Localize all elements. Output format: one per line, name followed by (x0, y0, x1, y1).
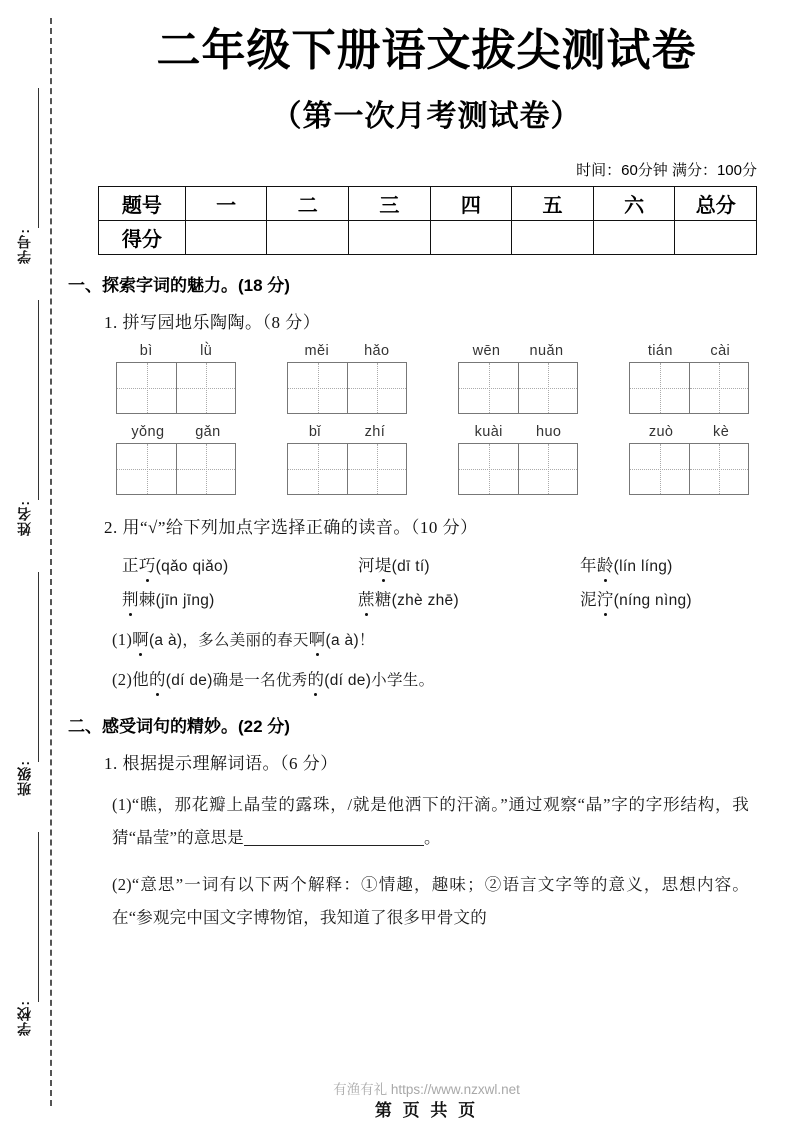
pinyin-options[interactable]: (zhè zhē) (391, 592, 459, 610)
pinyin-syllable: bǐ (308, 424, 321, 441)
section-2-heading: 二、感受词句的精妙。(22 分) (68, 717, 290, 737)
page-title: 二年级下册语文拔尖测试卷 (156, 26, 697, 75)
word-prefix: 河 (358, 556, 375, 576)
section-2-question-1: 1. 根据提示理解词语。（6 分） (104, 754, 338, 774)
section-1-question-1: 1. 拼写园地乐陶陶。（8 分） (104, 313, 321, 333)
watermark: 有渔有礼 https://www.nzxwl.net (333, 1082, 520, 1097)
score-cell-1[interactable] (185, 221, 267, 255)
tianzige-cell[interactable] (518, 444, 577, 494)
sentence-text: (dí de)确是一名优秀 (165, 672, 308, 690)
tianzige-unit (116, 424, 236, 495)
page-subtitle: （第一次月考测试卷） (271, 100, 582, 134)
binding-segment-2 (38, 300, 39, 500)
score-cell-2[interactable] (267, 221, 349, 255)
tianzige-cell[interactable] (459, 363, 518, 413)
footer-page-number: 第 页 共 页 (374, 1101, 479, 1120)
word-prefix: 正 (122, 556, 139, 576)
pinyin-syllable: huo (535, 424, 562, 441)
binding-segment-4 (38, 832, 39, 1002)
dotted-char: 巧 (138, 556, 156, 576)
score-cell-3[interactable] (349, 221, 431, 255)
pinyin-syllable: tián (647, 343, 673, 360)
tianzige-cell[interactable] (689, 444, 748, 494)
pinyin-choice-item[interactable] (580, 552, 793, 576)
dotted-char: 的 (307, 670, 325, 690)
tianzige-cell[interactable] (176, 363, 235, 413)
pinyin-syllable: kè (713, 424, 730, 441)
tianzige-unit (629, 424, 749, 495)
tianzige-cell[interactable] (117, 363, 176, 413)
score-table-wrap (60, 180, 793, 255)
field-student-name: 姓名: (16, 500, 32, 536)
pinyin-options[interactable]: (lín líng) (613, 558, 673, 576)
pinyin-sentence-2[interactable] (112, 666, 793, 690)
tianzige-row-2 (60, 424, 793, 495)
answer-blank[interactable] (244, 845, 424, 846)
dotted-char: 蔗 (358, 590, 375, 610)
tianzige-cell[interactable] (176, 444, 235, 494)
word-prefix: 年 (580, 556, 597, 576)
tianzige-box[interactable] (116, 362, 236, 414)
pinyin-syllable: yǒng (131, 424, 165, 441)
tianzige-unit (116, 343, 236, 414)
pinyin-label (116, 424, 236, 440)
pinyin-choice-item[interactable] (358, 586, 580, 610)
tianzige-cell[interactable] (689, 363, 748, 413)
pinyin-label (287, 424, 407, 440)
pinyin-syllable: zuò (648, 424, 674, 441)
score-table-col-2: 二 (267, 187, 349, 221)
score-table-col-6: 六 (593, 187, 675, 221)
exam-meta: 时间：60分钟 满分：100分 (576, 162, 757, 180)
tianzige-box[interactable] (629, 362, 749, 414)
score-table-row-label-question: 题号 (99, 187, 186, 221)
field-student-id: 学号: (16, 228, 32, 264)
dashed-fold-line (50, 18, 52, 1106)
pinyin-syllable: kuài (474, 424, 503, 441)
sentence-text: (a à)，多么美丽的春天 (148, 632, 309, 650)
tianzige-cell[interactable] (347, 363, 406, 413)
dotted-char: 啊 (308, 630, 326, 650)
tianzige-cell[interactable] (347, 444, 406, 494)
score-table-col-4: 四 (430, 187, 512, 221)
pinyin-choice-item[interactable] (122, 552, 358, 576)
pinyin-syllable: gǎn (195, 424, 221, 441)
pinyin-label (116, 343, 236, 359)
pinyin-options[interactable]: (qǎo qiǎo) (155, 558, 229, 576)
pinyin-label (629, 424, 749, 440)
section-1-heading: 一、探索字词的魅力。(18 分) (68, 276, 290, 296)
dotted-char: 啊 (132, 630, 149, 650)
pinyin-syllable: lǜ (200, 343, 213, 360)
pinyin-options[interactable]: (dī tí) (391, 558, 430, 576)
pinyin-label (458, 424, 578, 440)
tianzige-row-1 (60, 343, 793, 414)
score-table-col-1: 一 (185, 187, 267, 221)
pinyin-syllable: wēn (472, 343, 501, 360)
table-row (99, 187, 757, 221)
pinyin-sentence-1[interactable] (112, 626, 793, 650)
tianzige-cell[interactable] (459, 444, 518, 494)
score-table-col-5: 五 (512, 187, 594, 221)
tianzige-unit (458, 343, 578, 414)
word-suffix: 棘 (138, 590, 156, 610)
score-table (98, 186, 757, 255)
field-class: 班级: (16, 760, 32, 796)
tianzige-cell[interactable] (630, 444, 689, 494)
item-number: (1) (112, 630, 133, 650)
pinyin-label (458, 343, 578, 359)
tianzige-cell[interactable] (288, 444, 347, 494)
pinyin-syllable: hǎo (364, 343, 390, 360)
tianzige-unit (287, 424, 407, 495)
tianzige-box[interactable] (287, 443, 407, 495)
pinyin-choice-grid (122, 552, 793, 610)
dotted-char: 的 (148, 670, 166, 690)
tianzige-unit (287, 343, 407, 414)
item-number: (2)他 (112, 670, 149, 690)
dotted-char: 龄 (596, 556, 614, 576)
score-table-col-total: 总分 (675, 187, 757, 221)
dotted-char: 泞 (596, 590, 614, 610)
tianzige-box[interactable] (287, 362, 407, 414)
pinyin-syllable: nuǎn (529, 343, 564, 360)
score-table-col-3: 三 (349, 187, 431, 221)
section-2-para-2: (2)“意思”一词有以下两个解释：①情趣，趣味；②语言文字等的意义，思想内容。在“参观完中国文字博物馆，我知道了很多甲骨文的 (112, 875, 749, 928)
tianzige-box[interactable] (629, 443, 749, 495)
score-cell-5[interactable] (512, 221, 594, 255)
pinyin-syllable: měi (304, 343, 330, 360)
para-text-before-blank: (1)“瞧，那花瓣上晶莹的露珠，/就是他洒下的汗滴。”通过观察“晶”字的字形结构，我猜“晶莹”的意思是 (112, 795, 749, 848)
binding-strip (0, 0, 60, 1122)
pinyin-options[interactable]: (níng nìng) (613, 592, 692, 610)
field-school: 学校: (16, 1000, 32, 1036)
tianzige-cell[interactable] (518, 363, 577, 413)
word-prefix: 泥 (580, 590, 597, 610)
table-row (99, 221, 757, 255)
sentence-text-end: (a à)！ (325, 632, 375, 650)
pinyin-choice-item[interactable] (122, 586, 358, 610)
tianzige-unit (629, 343, 749, 414)
binding-segment-3 (38, 572, 39, 762)
para-text-after-blank: 。 (423, 828, 441, 848)
pinyin-choice-item[interactable] (358, 552, 580, 576)
pinyin-syllable: zhí (364, 424, 386, 441)
pinyin-syllable: cài (710, 343, 731, 360)
dotted-char: 荆 (122, 590, 139, 610)
section-2-para-1 (112, 788, 749, 854)
score-table-row-label-score: 得分 (99, 221, 186, 255)
pinyin-options[interactable]: (jīn jīng) (155, 592, 215, 610)
section-1-question-2: 2. 用“√”给下列加点字选择正确的读音。（10 分） (104, 518, 478, 538)
exam-page (60, 0, 793, 1122)
dotted-char: 堤 (374, 556, 392, 576)
score-cell-4[interactable] (430, 221, 512, 255)
score-cell-6[interactable] (593, 221, 675, 255)
binding-segment-1 (38, 88, 39, 228)
tianzige-cell[interactable] (117, 444, 176, 494)
pinyin-label (629, 343, 749, 359)
word-suffix: 糖 (374, 590, 392, 610)
pinyin-label (287, 343, 407, 359)
sentence-text-end: (dí de)小学生。 (324, 672, 435, 690)
tianzige-cell[interactable] (630, 363, 689, 413)
pinyin-syllable: bì (139, 343, 153, 360)
tianzige-unit (458, 424, 578, 495)
pinyin-choice-item[interactable] (580, 586, 793, 610)
tianzige-cell[interactable] (288, 363, 347, 413)
tianzige-box[interactable] (458, 443, 578, 495)
tianzige-box[interactable] (458, 362, 578, 414)
tianzige-box[interactable] (116, 443, 236, 495)
score-cell-total[interactable] (675, 221, 757, 255)
